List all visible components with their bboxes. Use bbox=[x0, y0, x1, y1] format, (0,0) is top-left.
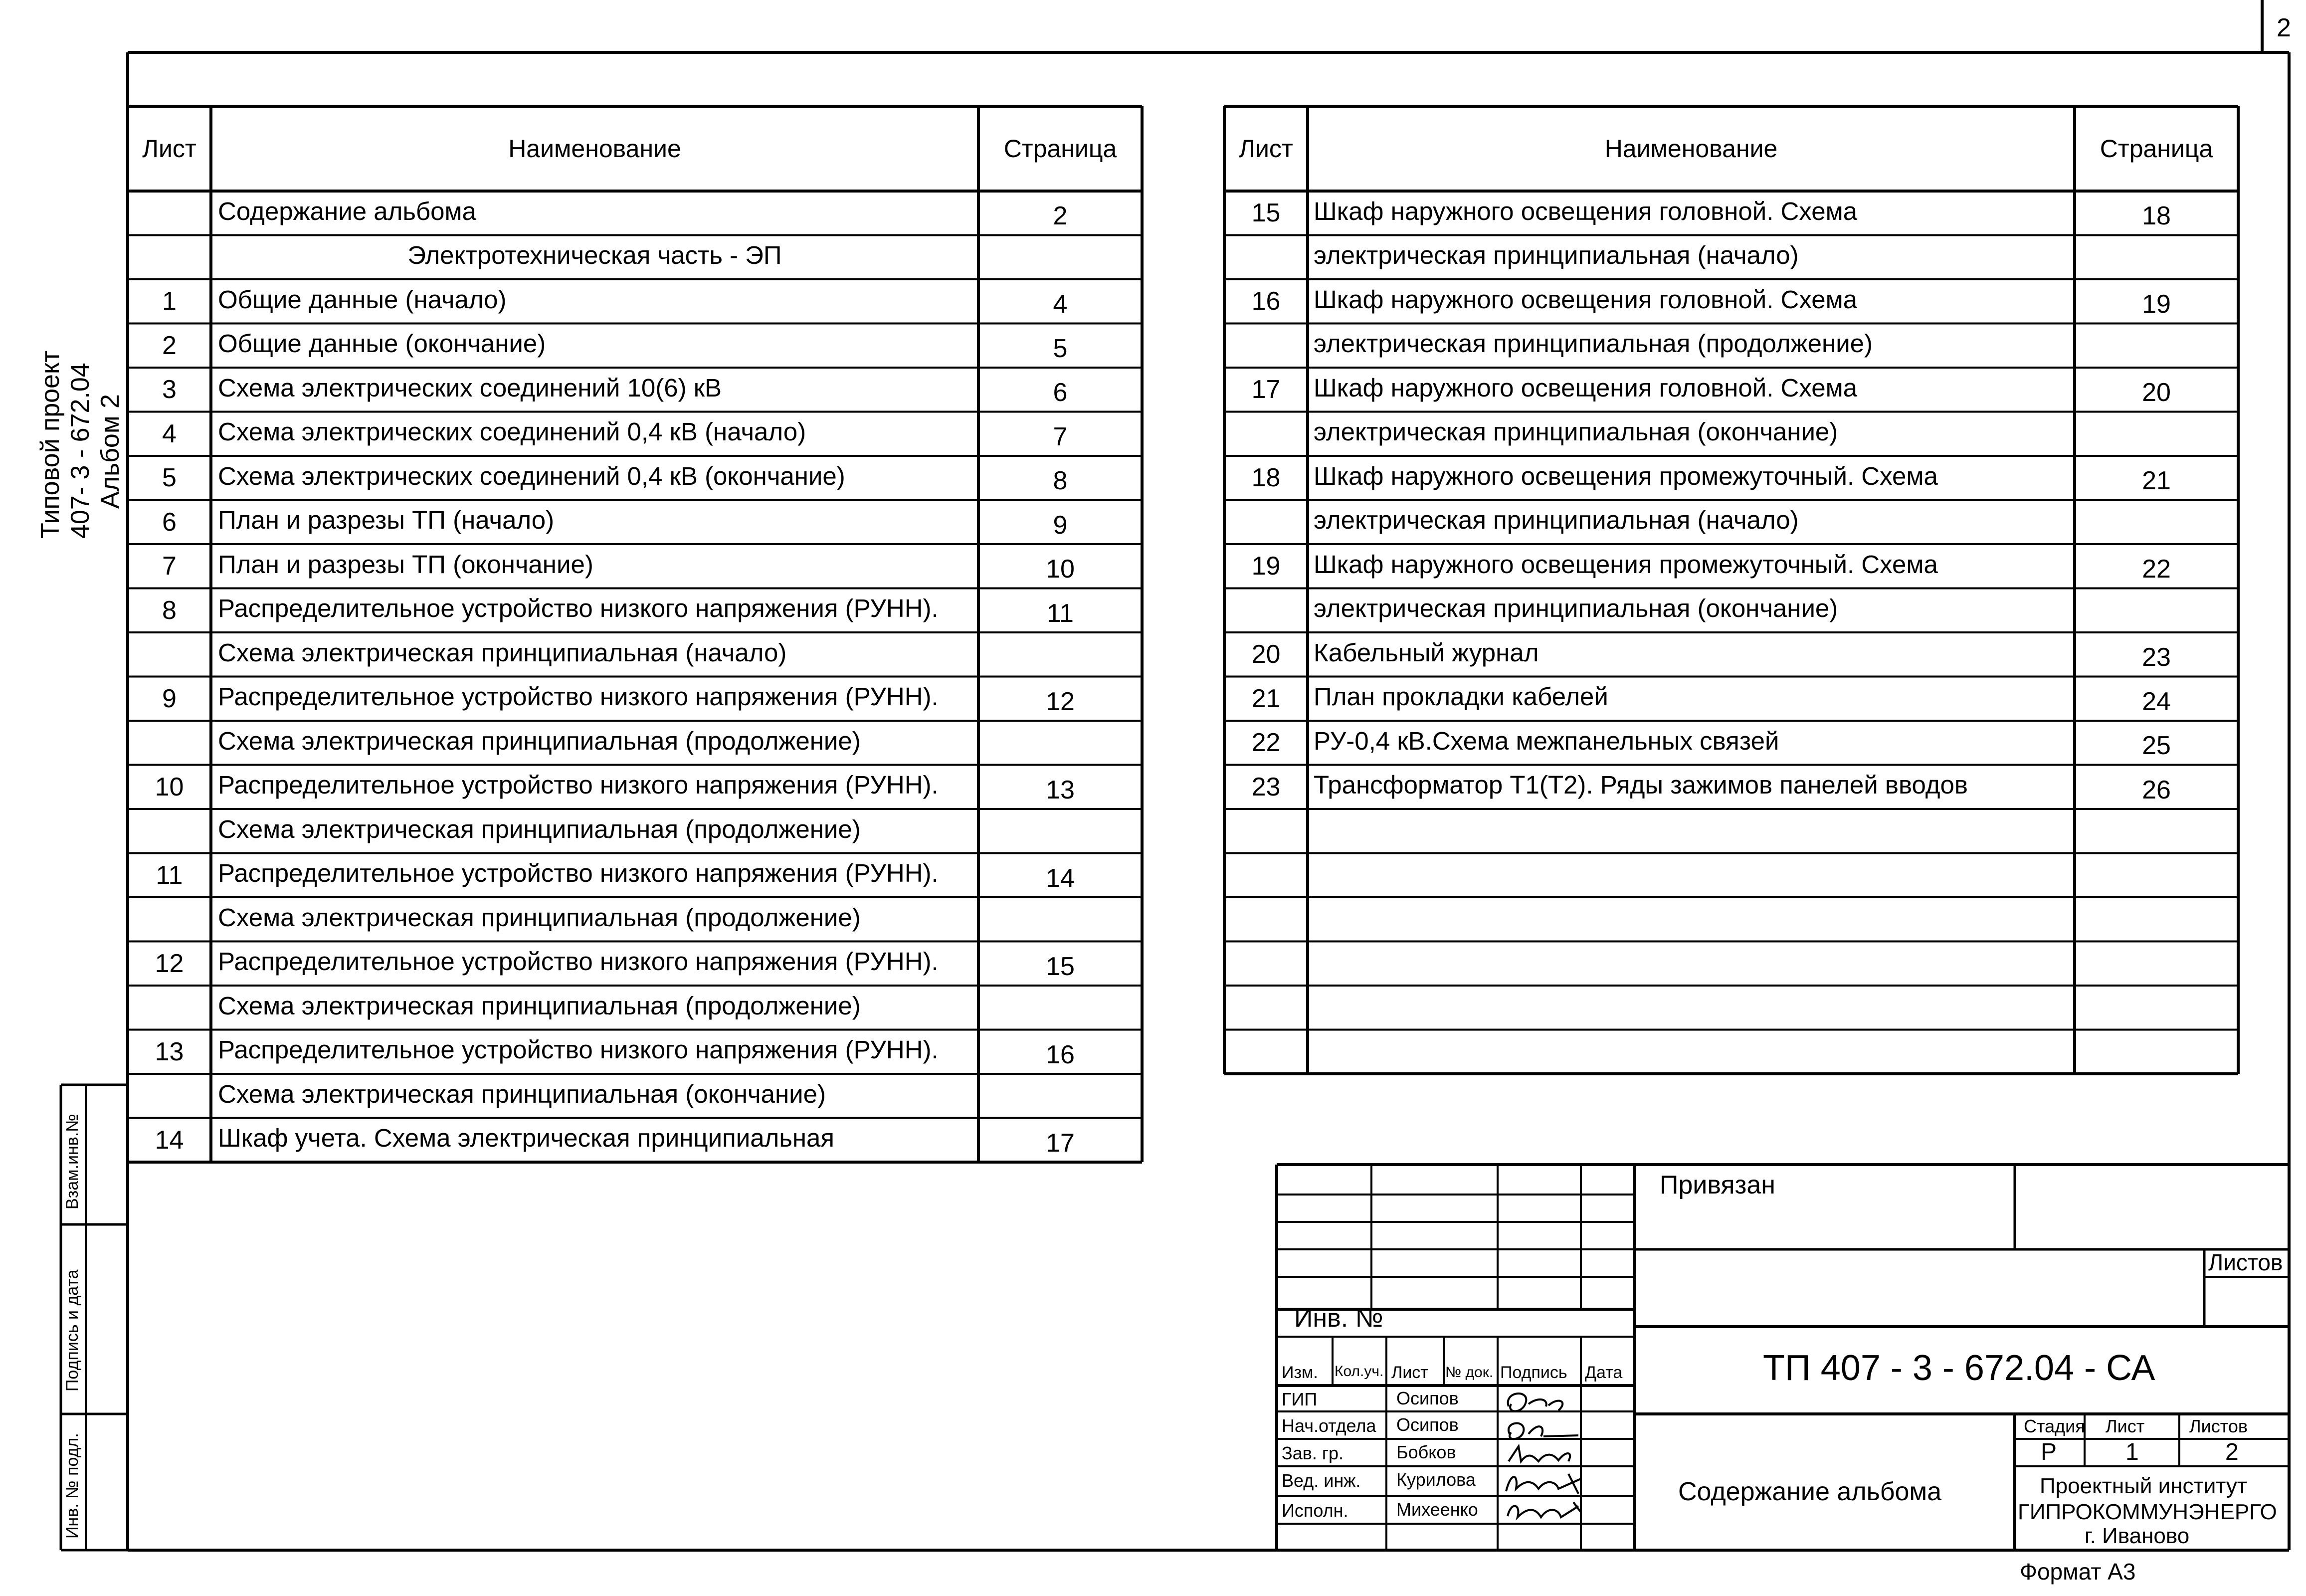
row-sheet-number bbox=[1224, 1030, 1308, 1074]
row-page-number: 21 bbox=[2142, 466, 2171, 496]
row-title: Распределительное устройство низкого напряжения (РУНН). bbox=[218, 1035, 939, 1064]
row-sheet-number: 4 bbox=[162, 419, 177, 448]
signatures-image bbox=[1499, 1387, 1583, 1551]
row-sheet-number: 5 bbox=[162, 463, 177, 493]
listov-label: Листов bbox=[2189, 1416, 2248, 1436]
row-title: Распределительное устройство низкого напряжения (РУНН). bbox=[218, 771, 939, 799]
row-sheet-number: 20 bbox=[1251, 640, 1281, 669]
row-page-number: 10 bbox=[1046, 555, 1075, 584]
row-page-number: 22 bbox=[2142, 555, 2171, 584]
org-line-2: ГИПРОКОММУНЭНЕРГО bbox=[2018, 1500, 2277, 1524]
row-sheet-number bbox=[128, 632, 211, 677]
row-title: Кабельный журнал bbox=[1314, 638, 1539, 667]
row-page-number: 6 bbox=[1053, 378, 1068, 407]
row-sheet-number bbox=[1224, 412, 1308, 456]
row-page-number: 2 bbox=[1053, 201, 1068, 231]
header-name: Наименование bbox=[1604, 135, 1778, 163]
signer-name: Бобков bbox=[1396, 1442, 1456, 1462]
row-title: Схема электрическая принципиальная (продолжение) bbox=[218, 991, 861, 1020]
row-title bbox=[1314, 807, 2075, 851]
row-sheet-number: 17 bbox=[1251, 375, 1281, 404]
row-sheet-number: 9 bbox=[162, 684, 177, 713]
listov-top-label: Листов bbox=[2208, 1249, 2283, 1275]
row-sheet-number bbox=[128, 721, 211, 765]
row-sheet-number: 1 bbox=[162, 287, 177, 316]
row-title: Шкаф учета. Схема электрическая принципиальная bbox=[218, 1124, 835, 1153]
signer-name: Курилова bbox=[1396, 1469, 1476, 1490]
row-title: Схема электрическая принципиальная (продолжение) bbox=[218, 903, 861, 932]
row-sheet-number: 14 bbox=[155, 1125, 184, 1155]
header-ndok: № док. bbox=[1445, 1364, 1494, 1381]
signer-role: Нач.отдела bbox=[1282, 1415, 1376, 1436]
row-page-number bbox=[978, 238, 1142, 283]
header-izm: Изм. bbox=[1282, 1363, 1318, 1382]
header-name: Наименование bbox=[508, 135, 681, 163]
row-title: Трансформатор Т1(Т2). Ряды зажимов панелей вводов bbox=[1314, 771, 1968, 799]
album-label: Альбом 2 bbox=[96, 394, 125, 509]
row-page-number: 18 bbox=[2142, 201, 2171, 231]
row-sheet-number bbox=[1224, 809, 1308, 853]
row-title: Распределительное устройство низкого напряжения (РУНН). bbox=[218, 682, 939, 711]
row-sheet-number: 6 bbox=[162, 507, 177, 537]
row-page-number bbox=[2075, 989, 2238, 1033]
row-title: электрическая принципиальная (окончание) bbox=[1314, 417, 1838, 446]
row-sheet-number: 18 bbox=[1251, 463, 1281, 493]
row-title: Шкаф наружного освещения головной. Схема bbox=[1314, 373, 1858, 402]
row-sheet-number bbox=[1224, 853, 1308, 898]
row-page-number bbox=[978, 900, 1142, 945]
row-title: РУ-0,4 кВ.Схема межпанельных связей bbox=[1314, 726, 1779, 755]
header-list: Лист bbox=[1239, 135, 1293, 163]
row-sheet-number bbox=[128, 809, 211, 853]
signer-role: ГИП bbox=[1282, 1389, 1318, 1409]
row-sheet-number: 22 bbox=[1251, 728, 1281, 758]
row-sheet-number: 15 bbox=[1251, 199, 1281, 228]
row-page-number bbox=[2075, 238, 2238, 283]
stadia-value: Р bbox=[2041, 1439, 2057, 1465]
row-page-number bbox=[2075, 327, 2238, 371]
row-page-number: 4 bbox=[1053, 290, 1068, 319]
row-page-number bbox=[978, 989, 1142, 1033]
row-title: План и разрезы ТП (окончание) bbox=[218, 550, 593, 579]
row-page-number bbox=[2075, 415, 2238, 459]
row-title: Схема электрическая принципиальная (окончание) bbox=[218, 1079, 826, 1108]
signer-name: Осипов bbox=[1396, 1414, 1459, 1435]
row-sheet-number bbox=[128, 897, 211, 942]
row-title: электрическая принципиальная (продолжение) bbox=[1314, 329, 1873, 358]
signer-role: Вед. инж. bbox=[1282, 1470, 1361, 1491]
row-sheet-number bbox=[1224, 942, 1308, 986]
row-sheet-number: 11 bbox=[156, 860, 183, 890]
row-title: электрическая принципиальная (окончание) bbox=[1314, 594, 1838, 623]
vzam-inv-label: Взам.инв.№ bbox=[63, 1114, 82, 1209]
row-sheet-number: 12 bbox=[155, 949, 184, 978]
row-sheet-number bbox=[128, 191, 211, 235]
row-sheet-number bbox=[1224, 589, 1308, 633]
list-value: 1 bbox=[2125, 1439, 2139, 1465]
row-page-number bbox=[978, 1077, 1142, 1121]
row-sheet-number bbox=[1224, 986, 1308, 1030]
row-title: Распределительное устройство низкого напряжения (РУНН). bbox=[218, 594, 939, 623]
row-title: Шкаф наружного освещения промежуточный. Схема bbox=[1314, 550, 1938, 579]
row-page-number: 11 bbox=[1047, 598, 1074, 628]
row-page-number: 5 bbox=[1053, 334, 1068, 363]
row-sheet-number: 23 bbox=[1251, 772, 1281, 801]
row-title: Содержание альбома bbox=[218, 197, 476, 225]
row-title: Общие данные (окончание) bbox=[218, 329, 546, 358]
row-title: Шкаф наружного освещения промежуточный. Схема bbox=[1314, 461, 1938, 490]
row-title: Шкаф наружного освещения головной. Схема bbox=[1314, 197, 1858, 225]
header-podpis: Подпись bbox=[1500, 1363, 1567, 1382]
project-label: Типовой проект bbox=[36, 350, 65, 539]
header-page: Страница bbox=[1003, 135, 1117, 163]
row-page-number: 8 bbox=[1053, 466, 1068, 496]
inv-podl-label: Инв. № подл. bbox=[63, 1433, 82, 1539]
header-data: Дата bbox=[1585, 1363, 1623, 1382]
row-page-number: 9 bbox=[1053, 510, 1068, 540]
row-page-number: 7 bbox=[1053, 422, 1068, 451]
row-page-number: 16 bbox=[1046, 1040, 1075, 1069]
signature-date-label: Подпись и дата bbox=[63, 1269, 82, 1392]
row-page-number bbox=[978, 812, 1142, 856]
row-page-number bbox=[2075, 945, 2238, 989]
row-sheet-number bbox=[128, 235, 211, 280]
row-title bbox=[1314, 851, 2075, 896]
row-title bbox=[1314, 984, 2075, 1028]
row-page-number bbox=[978, 635, 1142, 680]
row-sheet-number: 21 bbox=[1251, 684, 1281, 713]
row-sheet-number bbox=[128, 1074, 211, 1118]
row-sheet-number bbox=[1224, 897, 1308, 942]
signer-role: Исполн. bbox=[1282, 1500, 1348, 1521]
listov-value: 2 bbox=[2225, 1439, 2239, 1465]
row-page-number: 14 bbox=[1046, 863, 1075, 893]
list-label: Лист bbox=[2106, 1416, 2145, 1436]
row-sheet-number: 2 bbox=[162, 331, 177, 360]
stadia-label: Стадия bbox=[2024, 1416, 2085, 1436]
row-sheet-number: 3 bbox=[162, 375, 177, 404]
row-title: Распределительное устройство низкого напряжения (РУНН). bbox=[218, 859, 939, 888]
header-page: Страница bbox=[2100, 135, 2213, 163]
row-title: электрическая принципиальная (начало) bbox=[1314, 506, 1799, 535]
row-page-number bbox=[2075, 1033, 2238, 1077]
row-title: Схема электрических соединений 0,4 кВ (окончание) bbox=[218, 461, 845, 490]
signer-role: Зав. гр. bbox=[1282, 1443, 1344, 1463]
row-sheet-number bbox=[128, 986, 211, 1030]
row-page-number bbox=[2075, 592, 2238, 636]
row-sheet-number: 16 bbox=[1251, 287, 1281, 316]
row-page-number: 17 bbox=[1046, 1128, 1075, 1158]
format-label: Формат А3 bbox=[2020, 1559, 2136, 1585]
row-sheet-number: 10 bbox=[155, 772, 184, 801]
row-page-number bbox=[2075, 856, 2238, 901]
row-sheet-number bbox=[1224, 235, 1308, 280]
row-title bbox=[1314, 1028, 2075, 1072]
row-title: Схема электрическая принципиальная (продолжение) bbox=[218, 726, 861, 755]
signer-name: Михеенко bbox=[1396, 1499, 1478, 1520]
org-line-1: Проектный институт bbox=[2040, 1474, 2248, 1498]
row-title: План прокладки кабелей bbox=[1314, 682, 1608, 711]
row-page-number: 26 bbox=[2142, 775, 2171, 804]
row-title: Схема электрическая принципиальная (продолжение) bbox=[218, 814, 861, 843]
row-title: Шкаф наружного освещения головной. Схема bbox=[1314, 285, 1858, 314]
row-sheet-number bbox=[1224, 500, 1308, 545]
header-list: Лист bbox=[142, 135, 196, 163]
sheet-number: 2 bbox=[2277, 13, 2291, 42]
row-title: План и разрезы ТП (начало) bbox=[218, 506, 555, 535]
row-page-number: 12 bbox=[1046, 687, 1075, 716]
document-title: Содержание альбома bbox=[1678, 1477, 1942, 1506]
row-sheet-number bbox=[1224, 324, 1308, 368]
row-title: Электротехническая часть - ЭП bbox=[407, 241, 782, 270]
row-title: Общие данные (начало) bbox=[218, 285, 507, 314]
row-page-number: 23 bbox=[2142, 643, 2171, 672]
row-page-number: 15 bbox=[1046, 952, 1075, 981]
row-title: Схема электрическая принципиальная (начало) bbox=[218, 638, 787, 667]
row-page-number: 13 bbox=[1046, 775, 1075, 804]
row-sheet-number: 8 bbox=[162, 596, 177, 625]
org-line-3: г. Иваново bbox=[2085, 1524, 2190, 1548]
row-page-number: 25 bbox=[2142, 731, 2171, 761]
project-code: 407- 3 - 672.04 bbox=[66, 363, 95, 539]
row-title: Схема электрических соединений 0,4 кВ (начало) bbox=[218, 417, 806, 446]
row-page-number: 20 bbox=[2142, 378, 2171, 407]
header-list: Лист bbox=[1391, 1363, 1428, 1382]
row-page-number: 24 bbox=[2142, 687, 2171, 716]
header-kol-uch: Кол.уч. bbox=[1335, 1363, 1384, 1380]
document-code: ТП 407 - 3 - 672.04 - СА bbox=[1763, 1348, 2155, 1388]
row-page-number: 19 bbox=[2142, 290, 2171, 319]
row-sheet-number: 13 bbox=[155, 1037, 184, 1066]
row-title: электрическая принципиальная (начало) bbox=[1314, 241, 1799, 270]
row-sheet-number: 7 bbox=[162, 552, 177, 581]
row-page-number bbox=[978, 724, 1142, 768]
row-title: Схема электрических соединений 10(6) кВ bbox=[218, 373, 722, 402]
row-sheet-number: 19 bbox=[1251, 552, 1281, 581]
signer-name: Осипов bbox=[1396, 1388, 1459, 1408]
row-page-number bbox=[2075, 503, 2238, 548]
row-title: Распределительное устройство низкого напряжения (РУНН). bbox=[218, 947, 939, 976]
row-page-number bbox=[2075, 900, 2238, 945]
inv-no-label: Инв. № bbox=[1294, 1304, 1383, 1333]
row-title bbox=[1314, 940, 2075, 984]
row-title bbox=[1314, 895, 2075, 940]
row-page-number bbox=[2075, 812, 2238, 856]
privyazan-label: Привязан bbox=[1660, 1171, 1776, 1199]
